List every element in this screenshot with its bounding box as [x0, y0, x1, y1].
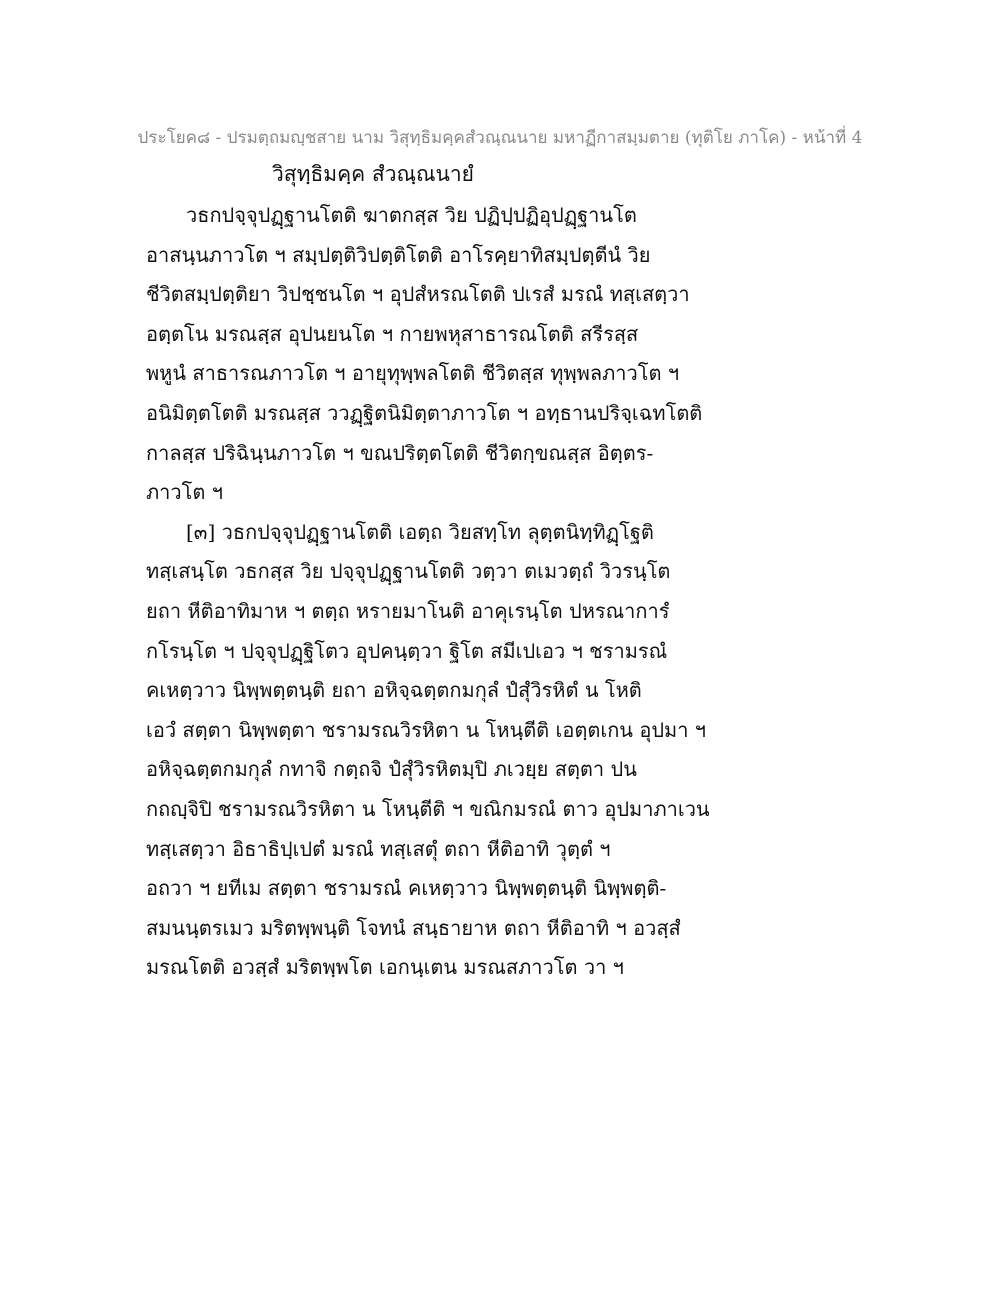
text-line: สมนนฺตรเมว มริตพฺพนฺติ โจทนํ สนฺธายาห ตถา หีติอาทิ ฯ อวสฺสํ [146, 915, 681, 940]
text-line: คเหตฺวาว นิพฺพตฺตนฺติ ยถา อหิจฺฉตฺตกมกุลํ ปํสุํวิรหิตํ น โหติ [146, 678, 642, 703]
text-line: อตฺตโน มรณสฺส อุปนยนโต ฯ กายพหุสาธารณโตติ สรีรสฺส [146, 321, 639, 346]
text-line: ยถา หีติอาทิมาห ฯ ตตฺถ หรายมาโนติ อาคุเรนฺโต ปหรณาการํ [146, 598, 670, 623]
running-header: ประโยค๘ - ปรมตฺถมญฺชสาย นาม วิสุทฺธิมคฺคสํวณฺณนาย มหาฏีกาสมฺมตาย (ทุติโย ภาโค) - หน้าที่ 4 [137, 128, 863, 148]
text-line: วธกปจฺจุปฏฺฐานโตติ ฆาตกสฺส วิย ปฏิปฺปฏิอุปฏฺฐานโต [186, 203, 637, 227]
text-line: อถวา ฯ ยทีเม สตฺตา ชรามรณํ คเหตฺวาว นิพฺพตฺตนฺติ นิพฺพตฺติ- [146, 876, 667, 901]
text-line: เอวํ สตฺตา นิพฺพตฺตา ชรามรณวิรหิตา น โหนฺตีติ เอตฺตเกน อุปมา ฯ [146, 717, 707, 742]
text-line: ชีวิตสมฺปตฺติยา วิปชฺชนโต ฯ อุปสํหรณโตติ ปเรสํ มรณํ ทสฺเสตฺวา [146, 282, 690, 307]
text-line: อาสนฺนภาวโต ฯ สมฺปตฺติวิปตฺติโตติ อาโรคฺยาทิสมฺปตฺตีนํ วิย [146, 242, 651, 267]
body-text [146, 196, 846, 988]
text-line: [๓] วธกปจฺจุปฏฺฐานโตติ เอตฺถ วิยสทฺโท ลุตฺตนิทฺทิฏฺโฐติ [186, 519, 654, 544]
text-line: กโรนฺโต ฯ ปจฺจุปฏฺฐิโตว อุปคนฺตฺวา ฐิโต สมีเปเอว ฯ ชรามรณํ [146, 638, 668, 663]
text-line: ทสฺเสตฺวา อิธาธิปฺเปตํ มรณํ ทสฺเสตุํ ตถา หีติอาทิ วุตฺตํ ฯ [146, 836, 611, 861]
section-title: วิสุทฺธิมคฺค สํวณฺณนายํ [272, 162, 474, 186]
text-line: กาลสฺส ปริฉินฺนภาวโต ฯ ขณปริตฺตโตติ ชีวิตกฺขณสฺส อิตฺตร- [146, 440, 654, 465]
text-line: กถญฺจิปิ ชรามรณวิรหิตา น โหนฺตีติ ฯ ขณิกมรณํ ตาว อุปมาภาเวน [146, 796, 710, 821]
text-line: พหูนํ สาธารณภาวโต ฯ อายุทุพฺพลโตติ ชีวิตสฺส ทุพฺพลภาวโต ฯ [146, 361, 680, 386]
text-line: อนิมิตฺตโตติ มรณสฺส ววฏฺฐิตนิมิตฺตาภาวโต ฯ อทฺธานปริจฺเฉทโตติ [146, 400, 703, 425]
text-line: อหิจฺฉตฺตกมกุลํ กทาจิ กตฺถจิ ปํสุํวิรหิตมฺปิ ภเวยฺย สตฺตา ปน [146, 757, 637, 782]
text-line: ภาวโต ฯ [146, 480, 223, 505]
text-line: ทสฺเสนฺโต วธกสฺส วิย ปจฺจุปฏฺฐานโตติ วตฺวา ตเมวตฺถํ วิวรนฺโต [146, 559, 671, 584]
text-line: มรณโตติ อวสฺสํ มริตพฺพโต เอกนฺเตน มรณสภาวโต วา ฯ [146, 955, 624, 980]
